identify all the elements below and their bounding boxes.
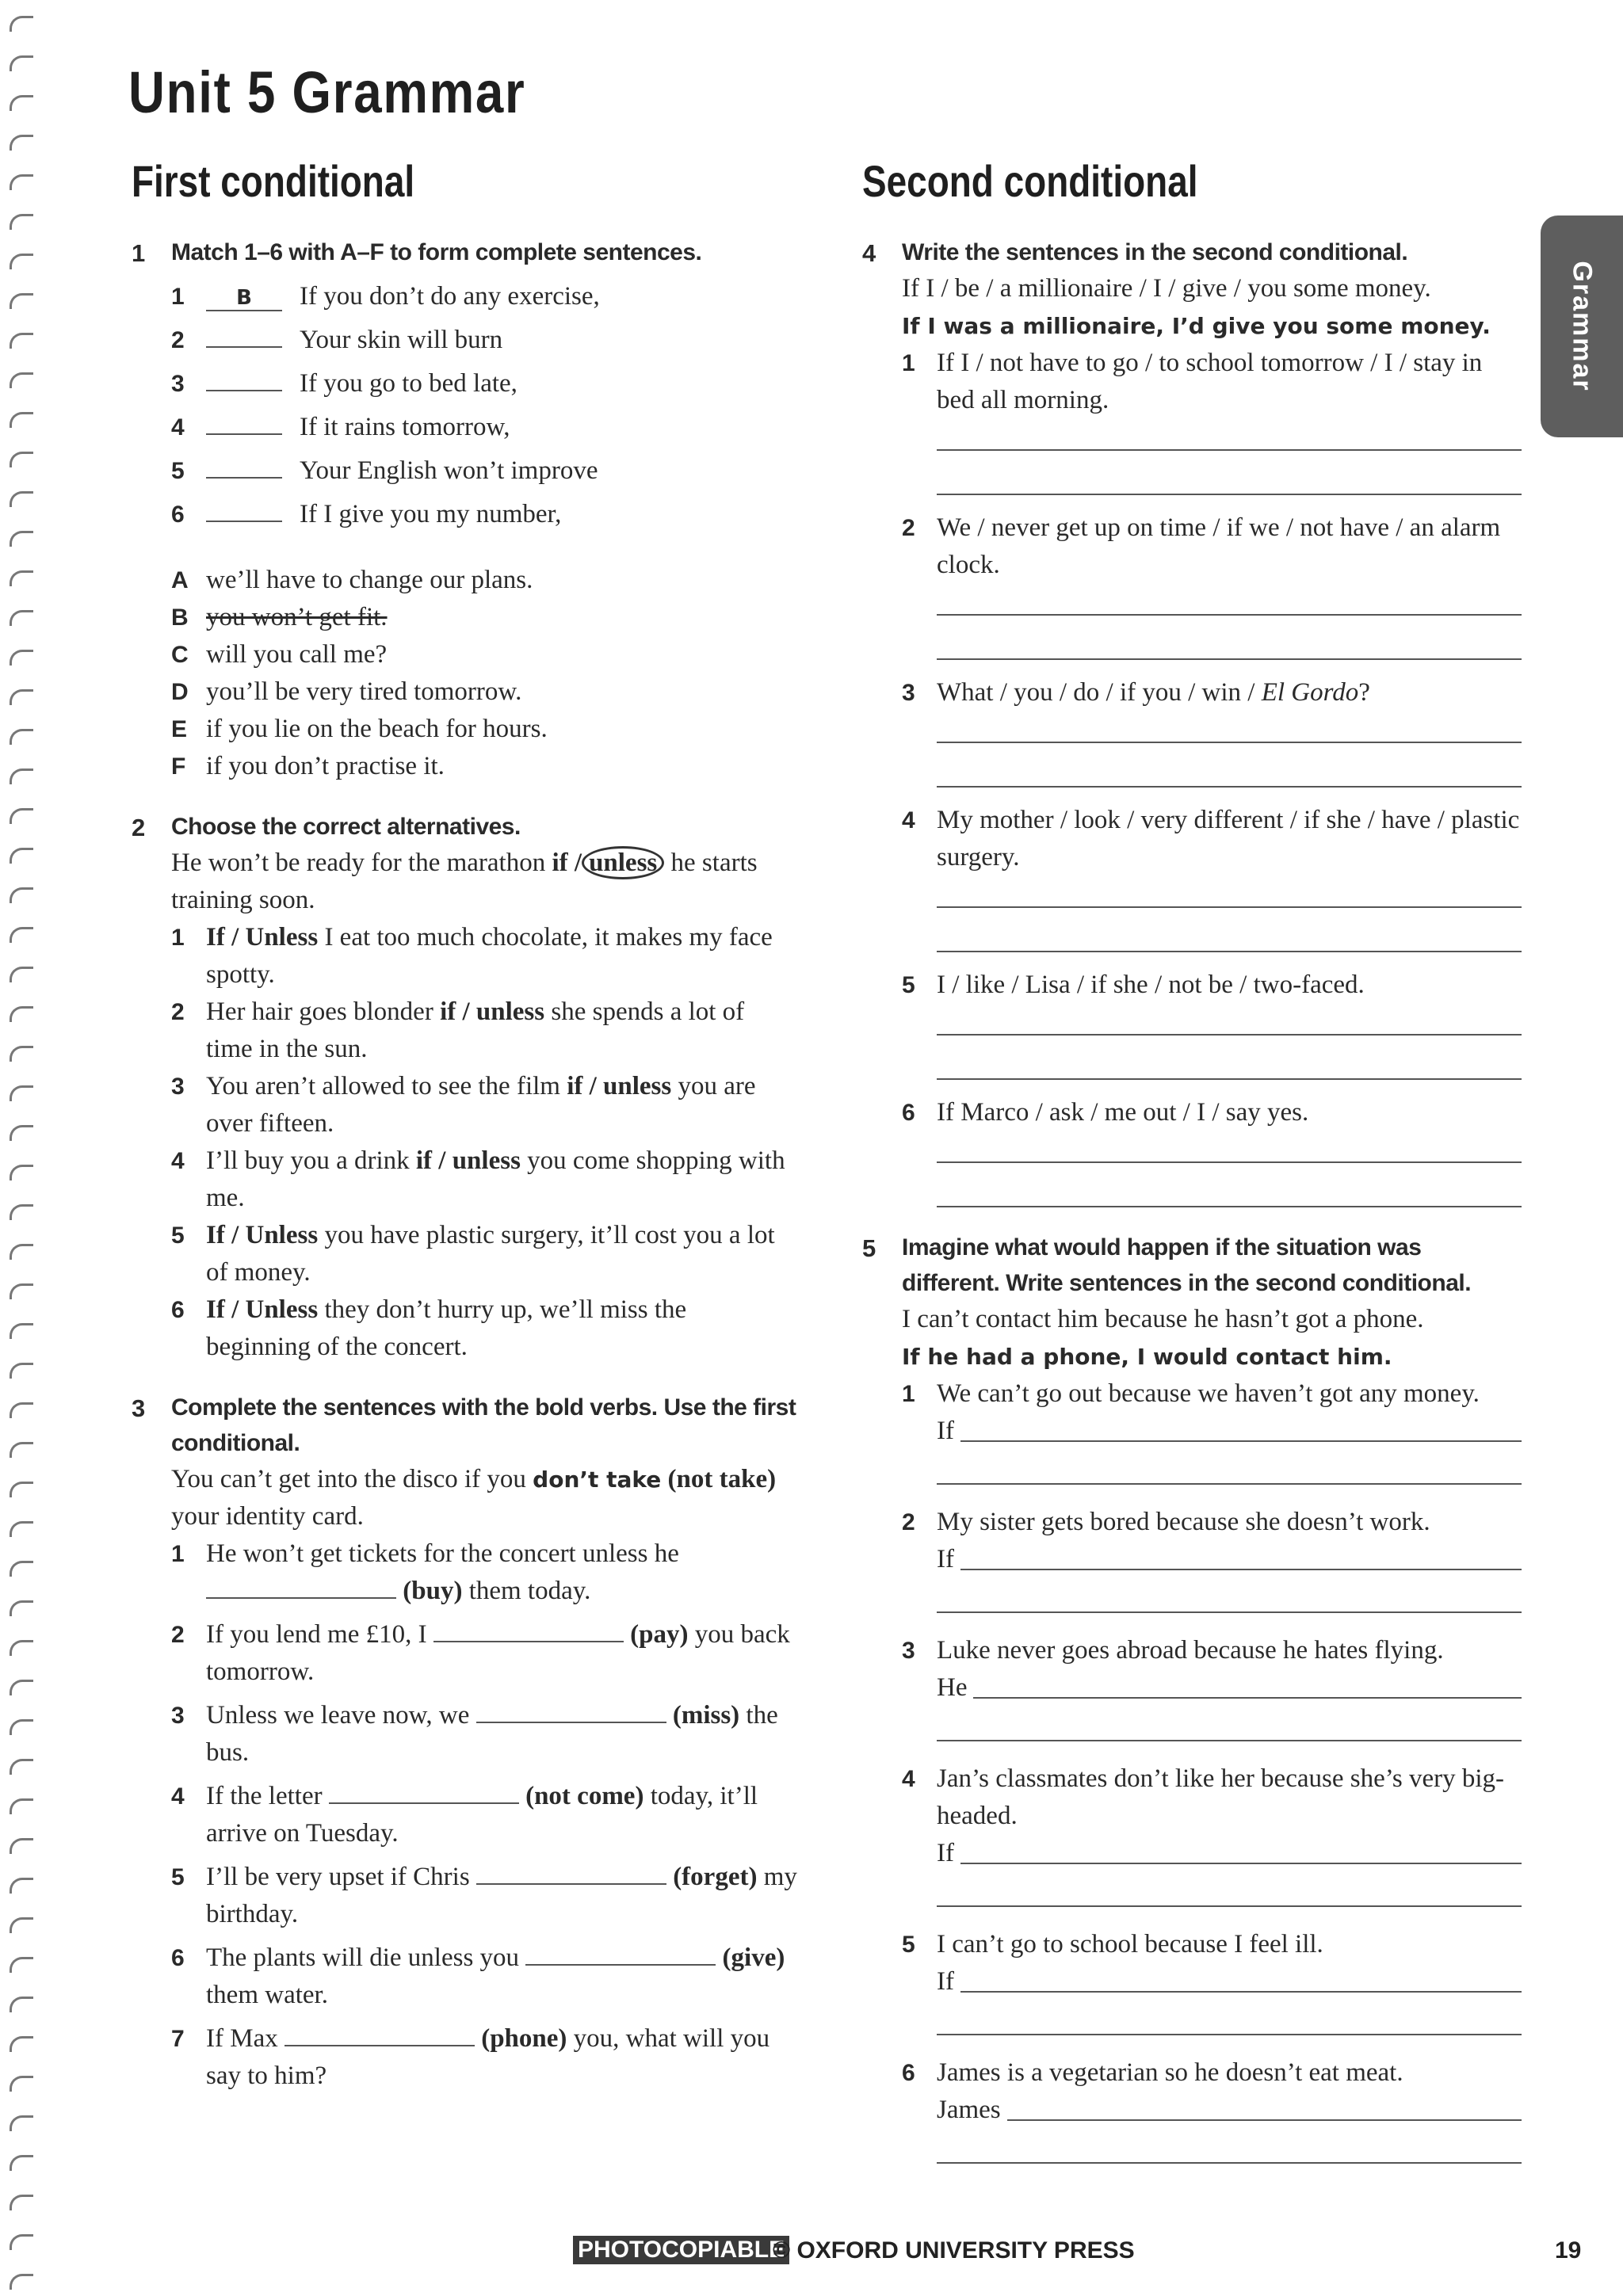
example-sentence: You can’t get into the disco if you don’t take (not take) your identity card. — [171, 1465, 777, 1531]
item-number: 3 — [171, 1074, 185, 1100]
item-number: 4 — [902, 807, 915, 833]
alternative-item — [171, 1291, 797, 1366]
item-number: 2 — [171, 327, 185, 353]
situation-item — [902, 2054, 1522, 2164]
item-text: Your skin will burn — [300, 326, 503, 354]
spiral-binding — [10, 0, 41, 2296]
answer-start-line — [937, 1963, 1522, 2000]
verb-prompt: (give) — [722, 1943, 785, 1972]
item-number: 3 — [902, 1638, 915, 1664]
answer-start-line — [937, 1413, 1522, 1450]
situation-text — [902, 1632, 1522, 1669]
example-answer: If I was a millionaire, I’d give you some money. — [902, 313, 1491, 339]
match-items-list — [171, 278, 797, 540]
option-text: we’ll have to change our plans. — [206, 566, 533, 594]
prompt-text — [902, 1094, 1522, 1131]
answer-line[interactable] — [937, 1161, 1522, 1163]
answer-line[interactable] — [937, 614, 1522, 616]
match-option — [171, 748, 797, 785]
sentence-end: they don’t hurry up, we’ll miss the beginning of the concert. — [206, 1295, 687, 1361]
prompt-words: If I / not have to go / to school tomorrow / I / stay in bed all morning. — [937, 349, 1483, 414]
example-question: If I / be / a millionaire / I / give / you some money. — [902, 274, 1431, 303]
answer-start-line — [937, 2092, 1522, 2129]
item-number: 5 — [171, 1864, 185, 1890]
answer-blank[interactable] — [1007, 2119, 1522, 2121]
situation-sentence: I can’t go to school because I feel ill. — [937, 1930, 1323, 1958]
gap-fill-item — [171, 2020, 797, 2095]
alternative-item — [171, 1217, 797, 1291]
situation-item — [902, 1926, 1522, 2035]
answer-blank[interactable] — [960, 1569, 1522, 1570]
sentence-end: I eat too much chocolate, it makes my face spotty. — [206, 923, 773, 989]
match-option — [171, 673, 797, 711]
exercise-number: 3 — [132, 1394, 146, 1422]
prompt-words: I / like / Lisa / if she / not be / two-faced. — [937, 971, 1365, 999]
option-text: if you lie on the beach for hours. — [206, 715, 548, 743]
answer-blank[interactable] — [206, 477, 282, 479]
sentence-end: them water. — [206, 1981, 328, 2009]
prompt-end: ? — [1358, 678, 1370, 707]
answer-start-word: He — [937, 1673, 968, 1702]
answer-line[interactable] — [937, 1611, 1522, 1613]
exercise-instruction: Write the sentences in the second conditional. — [902, 239, 1408, 265]
option-letter: B — [171, 605, 189, 631]
handwritten-answer: don’t take — [533, 1466, 662, 1493]
match-item — [171, 365, 797, 409]
answer-line[interactable] — [937, 2034, 1522, 2035]
answer-blank[interactable] — [206, 1597, 396, 1599]
item-number: 2 — [171, 999, 185, 1025]
first-conditional-heading: First conditional — [132, 156, 415, 206]
answer-line[interactable] — [937, 951, 1522, 952]
exercise-5 — [862, 1230, 1522, 2164]
answer-line[interactable] — [937, 1206, 1522, 1207]
prompt-text — [902, 802, 1522, 876]
prompt-text — [902, 967, 1522, 1004]
exercise-instruction: Complete the sentences with the bold verbs. Use the first conditional. — [171, 1394, 796, 1456]
item-number: 1 — [902, 350, 915, 376]
item-number: 5 — [171, 1222, 185, 1249]
option-letter: C — [171, 642, 189, 668]
alternatives-list — [171, 919, 797, 1366]
publisher-credit: © OXFORD UNIVERSITY PRESS — [773, 2237, 1135, 2264]
sentence-start: The plants will die unless you — [206, 1943, 526, 1972]
answer-blank[interactable] — [206, 433, 282, 435]
match-item — [171, 409, 797, 452]
alternative-choice[interactable]: if / unless — [440, 997, 545, 1026]
alternative-item — [171, 1142, 797, 1217]
answer-blank[interactable] — [285, 2045, 475, 2046]
answer-blank[interactable] — [960, 1863, 1522, 1864]
gap-fill-item — [171, 1616, 797, 1691]
prompt-words: What / you / do / if you / win / — [937, 678, 1262, 707]
sentence-end: you, what will you say to him? — [206, 2024, 770, 2090]
item-number: 6 — [171, 1297, 185, 1323]
sentence-start: If the letter — [206, 1782, 329, 1810]
item-number: 3 — [171, 1703, 185, 1729]
item-text: If I give you my number, — [300, 500, 562, 528]
item-number: 4 — [171, 414, 185, 441]
exercise-3 — [132, 1390, 797, 2095]
exercise-instruction: Match 1–6 with A–F to form complete sentences. — [171, 239, 702, 265]
situation-item — [902, 1632, 1522, 1741]
situation-text — [902, 2054, 1522, 2092]
item-number: 2 — [902, 515, 915, 541]
answer-start-word: If — [937, 1967, 954, 1996]
item-number: 1 — [902, 1381, 915, 1407]
answer-line[interactable] — [937, 906, 1522, 908]
item-text: If you go to bed late, — [300, 369, 517, 398]
answer-line[interactable] — [937, 658, 1522, 660]
answer-blank[interactable] — [206, 521, 282, 522]
right-column — [862, 235, 1522, 2183]
answer-start-line — [937, 1541, 1522, 1578]
item-number: 4 — [171, 1148, 185, 1174]
item-number: 6 — [902, 1100, 915, 1126]
situation-item — [902, 1504, 1522, 1613]
option-letter: D — [171, 679, 189, 705]
item-number: 5 — [171, 458, 185, 484]
item-number: 1 — [171, 925, 185, 951]
alternative-item — [171, 919, 797, 994]
sentence-end: you back tomorrow. — [206, 1620, 790, 1686]
item-number: 2 — [171, 1622, 185, 1648]
situation-sentence: Luke never goes abroad because he hates flying. — [937, 1636, 1444, 1665]
prompt-text — [902, 345, 1522, 419]
situation-text — [902, 1760, 1522, 1835]
answer-line[interactable] — [937, 1905, 1522, 1907]
prompt-italic: El Gordo — [1261, 678, 1359, 707]
sentence-start: He won’t get tickets for the concert unless he — [206, 1539, 679, 1568]
match-item — [171, 452, 797, 496]
answer-line[interactable] — [937, 742, 1522, 743]
answer-blank[interactable] — [476, 1722, 666, 1723]
second-conditional-heading: Second conditional — [862, 156, 1198, 206]
exercise-4 — [862, 235, 1522, 1207]
answer-blank[interactable]: B — [206, 286, 282, 311]
sentence-end: them today. — [462, 1577, 591, 1605]
answer-line[interactable] — [937, 494, 1522, 495]
option-text: you’ll be very tired tomorrow. — [206, 677, 522, 706]
verb-prompt: (forget) — [673, 1863, 758, 1891]
item-number: 4 — [171, 1783, 185, 1810]
item-text: Your English won’t improve — [300, 456, 598, 485]
situation-item — [902, 1375, 1522, 1485]
sentence-start: If you lend me £10, I — [206, 1620, 433, 1649]
answer-blank[interactable] — [206, 346, 282, 348]
answer-start-word: James — [937, 2096, 1001, 2124]
verb-prompt: (miss) — [672, 1701, 740, 1730]
sentence-end: today, it’ll arrive on Tuesday. — [206, 1782, 758, 1848]
prompt-words: If Marco / ask / me out / I / say yes. — [937, 1098, 1309, 1127]
sentence-start: You aren’t allowed to see the film — [206, 1072, 567, 1100]
sentence-end: you have plastic surgery, it’ll cost you a lot of money. — [206, 1221, 775, 1287]
situation-sentence: James is a vegetarian so he doesn’t eat meat. — [937, 2058, 1403, 2087]
verb-prompt: (buy) — [403, 1577, 463, 1605]
situation-item — [902, 1760, 1522, 1907]
alternative-item — [171, 1068, 797, 1142]
match-option — [171, 636, 797, 673]
option-letter: A — [171, 567, 189, 593]
answer-line[interactable] — [937, 449, 1522, 451]
sentence-start: I’ll be very upset if Chris — [206, 1863, 476, 1891]
answer-line[interactable] — [937, 786, 1522, 788]
answer-line[interactable] — [937, 2162, 1522, 2164]
prompt-words: My mother / look / very different / if she / have / plastic surgery. — [937, 806, 1520, 871]
answer-blank[interactable] — [960, 1440, 1522, 1442]
item-number: 6 — [171, 1945, 185, 1971]
exercise-number: 2 — [132, 814, 146, 841]
match-option — [171, 711, 797, 748]
item-number: 2 — [902, 1509, 915, 1535]
gap-fill-list — [171, 1535, 797, 2095]
sentence-end: you are over fifteen. — [206, 1072, 756, 1138]
match-item — [171, 278, 797, 322]
prompt-words: We / never get up on time / if we / not have / an alarm clock. — [937, 513, 1501, 579]
rewrite-item — [902, 967, 1522, 1080]
gap-fill-item — [171, 1778, 797, 1852]
example-question: I can’t contact him because he hasn’t got a phone. — [902, 1305, 1424, 1333]
prompt-text — [902, 509, 1522, 584]
verb-prompt: (pay) — [630, 1620, 689, 1649]
alternative-item — [171, 994, 797, 1068]
item-number: 4 — [902, 1766, 915, 1792]
exercise-instruction: Imagine what would happen if the situation was different. Write sentences in the second conditional. — [902, 1234, 1472, 1296]
sentence-end: she spends a lot of time in the sun. — [206, 997, 745, 1063]
answer-blank[interactable] — [329, 1802, 519, 1804]
prompt-text — [902, 674, 1522, 711]
item-text: If you don’t do any exercise, — [300, 282, 600, 311]
rewrite-item — [902, 802, 1522, 952]
gap-fill-item — [171, 1535, 797, 1610]
situation-list — [902, 1375, 1522, 2164]
option-text: will you call me? — [206, 640, 388, 669]
alternative-choice[interactable]: if / unless — [567, 1072, 672, 1100]
answer-blank[interactable] — [525, 1964, 716, 1966]
rewrite-item — [902, 345, 1522, 495]
exercise-1 — [132, 235, 797, 785]
answer-line[interactable] — [937, 1483, 1522, 1485]
exercise-number: 1 — [132, 239, 146, 267]
match-item — [171, 496, 797, 540]
sentence-end: my birthday. — [206, 1863, 797, 1928]
item-number: 3 — [171, 371, 185, 397]
gap-fill-item — [171, 1939, 797, 2014]
match-option — [171, 599, 797, 636]
item-number: 5 — [902, 972, 915, 998]
match-option — [171, 562, 797, 599]
verb-prompt: (not come) — [525, 1782, 644, 1810]
answer-blank[interactable] — [973, 1697, 1522, 1699]
alternative-choice[interactable]: If / Unless — [206, 1295, 319, 1324]
sentence-start: Unless we leave now, we — [206, 1701, 476, 1730]
option-letter: E — [171, 716, 188, 742]
unit-title: Unit 5 Grammar — [128, 59, 526, 125]
situation-sentence: We can’t go out because we haven’t got any money. — [937, 1379, 1480, 1408]
item-number: 7 — [171, 2026, 185, 2052]
answer-line[interactable] — [937, 1740, 1522, 1741]
option-letter: F — [171, 753, 186, 780]
item-number: 6 — [171, 502, 185, 528]
answer-start-line — [937, 1669, 1522, 1707]
option-text: if you don’t practise it. — [206, 752, 445, 780]
situation-sentence: Jan’s classmates don’t like her because she’s very big-headed. — [937, 1764, 1505, 1830]
sentence-end: the bus. — [206, 1701, 778, 1767]
alternative-choice[interactable]: if / unless — [415, 1146, 521, 1175]
page-number: 19 — [1555, 2237, 1582, 2264]
answer-blank[interactable] — [433, 1641, 624, 1642]
answer-start-word: If — [937, 1417, 954, 1445]
example-sentence: He won’t be ready for the marathon if / unless he starts training soon. — [171, 845, 797, 919]
option-text: you won’t get fit. — [206, 603, 388, 631]
left-column — [132, 235, 797, 2101]
situation-text — [902, 1926, 1522, 1963]
item-number: 3 — [902, 680, 915, 706]
verb-prompt: (phone) — [481, 2024, 567, 2053]
circled-answer: unless — [582, 846, 664, 879]
alternative-choice[interactable]: If / Unless — [206, 923, 319, 952]
item-number: 1 — [171, 284, 185, 310]
item-number: 6 — [902, 2060, 915, 2086]
alternative-choice[interactable]: If / Unless — [206, 1221, 319, 1249]
rewrite-list — [902, 345, 1522, 1207]
sentence-start: If Max — [206, 2024, 285, 2053]
photocopiable-badge: PHOTOCOPIABLE — [573, 2236, 789, 2264]
answer-start-word: If — [937, 1839, 954, 1867]
rewrite-item — [902, 509, 1522, 660]
side-tab-label: Grammar — [1567, 261, 1598, 392]
sentence-start: I’ll buy you a drink — [206, 1146, 416, 1175]
answer-blank[interactable] — [206, 390, 282, 391]
gap-fill-item — [171, 1859, 797, 1933]
answer-line[interactable] — [937, 1078, 1522, 1080]
match-options-list — [171, 562, 797, 785]
answer-line[interactable] — [937, 1034, 1522, 1035]
exercise-instruction: Choose the correct alternatives. — [171, 814, 521, 840]
answer-start-line — [937, 1835, 1522, 1872]
situation-sentence: My sister gets bored because she doesn’t work. — [937, 1508, 1430, 1536]
rewrite-item — [902, 674, 1522, 788]
answer-blank[interactable] — [476, 1883, 666, 1885]
match-item — [171, 322, 797, 365]
situation-text — [902, 1375, 1522, 1413]
sentence-end: you come shopping with me. — [206, 1146, 785, 1212]
sentence-start: Her hair goes blonder — [206, 997, 441, 1026]
situation-text — [902, 1504, 1522, 1541]
gap-fill-item — [171, 1697, 797, 1772]
item-number: 1 — [171, 1541, 185, 1567]
answer-blank[interactable] — [960, 1991, 1522, 1993]
item-text: If it rains tomorrow, — [300, 413, 510, 441]
exercise-number: 4 — [862, 239, 876, 267]
exercise-number: 5 — [862, 1234, 876, 1262]
grammar-side-tab — [1541, 215, 1623, 437]
rewrite-item — [902, 1094, 1522, 1207]
exercise-2 — [132, 809, 797, 1366]
example-answer: If he had a phone, I would contact him. — [902, 1344, 1392, 1370]
answer-start-word: If — [937, 1545, 954, 1573]
item-number: 5 — [902, 1932, 915, 1958]
